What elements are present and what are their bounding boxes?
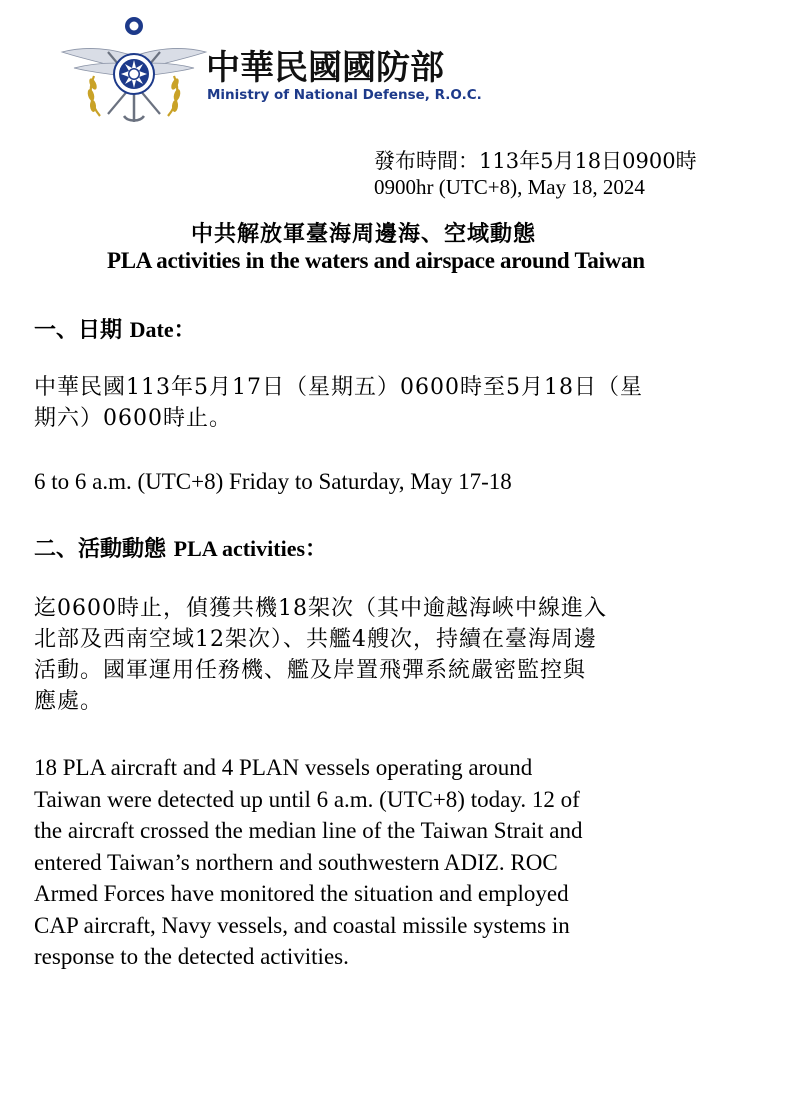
section-activities-body-en-line: response to the detected activities. — [34, 944, 349, 969]
release-time-zh: 發布時間：113年5月18日0900時 — [374, 149, 697, 173]
section-date-heading-prefix: 一、日期 — [34, 317, 130, 343]
section-activities-body-en-line: 18 PLA aircraft and 4 PLAN vessels operating around — [34, 755, 533, 780]
section-date-heading-suffix: ： — [173, 317, 196, 343]
section-activities-body-en-line: CAP aircraft, Navy vessels, and coastal missile systems in — [34, 912, 570, 938]
section-activities-body-zh — [34, 593, 764, 717]
section-activities-body-en-line: Taiwan were detected up until 6 a.m. (UTC+8) today. 12 of — [34, 786, 580, 812]
org-name-en: Ministry of National Defense, R.O.C. — [207, 87, 482, 103]
section-activities-heading-suffix: ： — [305, 536, 328, 562]
section-date-body-en: 6 to 6 a.m. (UTC+8) Friday to Saturday, May 17-18 — [34, 469, 512, 494]
release-time-en: 0900hr (UTC+8), May 18, 2024 — [374, 175, 645, 199]
section-date-body-zh — [34, 372, 764, 434]
section-date-body-zh-line: 中華民國113年5月17日（星期五）0600時至5月18日（星 — [34, 375, 643, 400]
section-activities-body-en — [34, 752, 754, 973]
section-activities-body-zh-line: 迄0600時止，偵獲共機18架次（其中逾越海峽中線進入 — [34, 596, 607, 621]
section-date-heading-en: Date — [129, 317, 174, 342]
section-activities-body-en-line: Armed Forces have monitored the situation and employed — [34, 881, 569, 906]
section-activities-body-zh-line: 活動。國軍運用任務機、艦及岸置飛彈系統嚴密監控與 — [34, 658, 587, 683]
section-activities-heading-en: PLA activities — [173, 536, 306, 561]
title-en: PLA activities in the waters and airspace around Taiwan — [107, 248, 645, 273]
org-name-zh: 中華民國國防部 — [206, 48, 444, 88]
section-date-body-zh-line: 期六）0600時止。 — [34, 406, 232, 431]
section-activities-body-en-line: the aircraft crossed the median line of the Taiwan Strait and — [34, 818, 583, 843]
section-activities-body-zh-line: 應處。 — [34, 689, 104, 714]
title-zh: 中共解放軍臺海周邊海、空域動態 — [191, 221, 537, 247]
section-activities-body-zh-line: 北部及西南空域12架次）、共艦4艘次，持續在臺海周邊 — [34, 627, 597, 652]
section-activities-heading — [34, 532, 327, 563]
section-activities-heading-prefix: 二、活動動態 — [34, 536, 174, 562]
mnd-emblem-icon — [60, 12, 208, 130]
section-date-heading — [34, 313, 196, 344]
section-activities-body-en-line: entered Taiwan’s northern and southwestern ADIZ. ROC — [34, 849, 558, 875]
